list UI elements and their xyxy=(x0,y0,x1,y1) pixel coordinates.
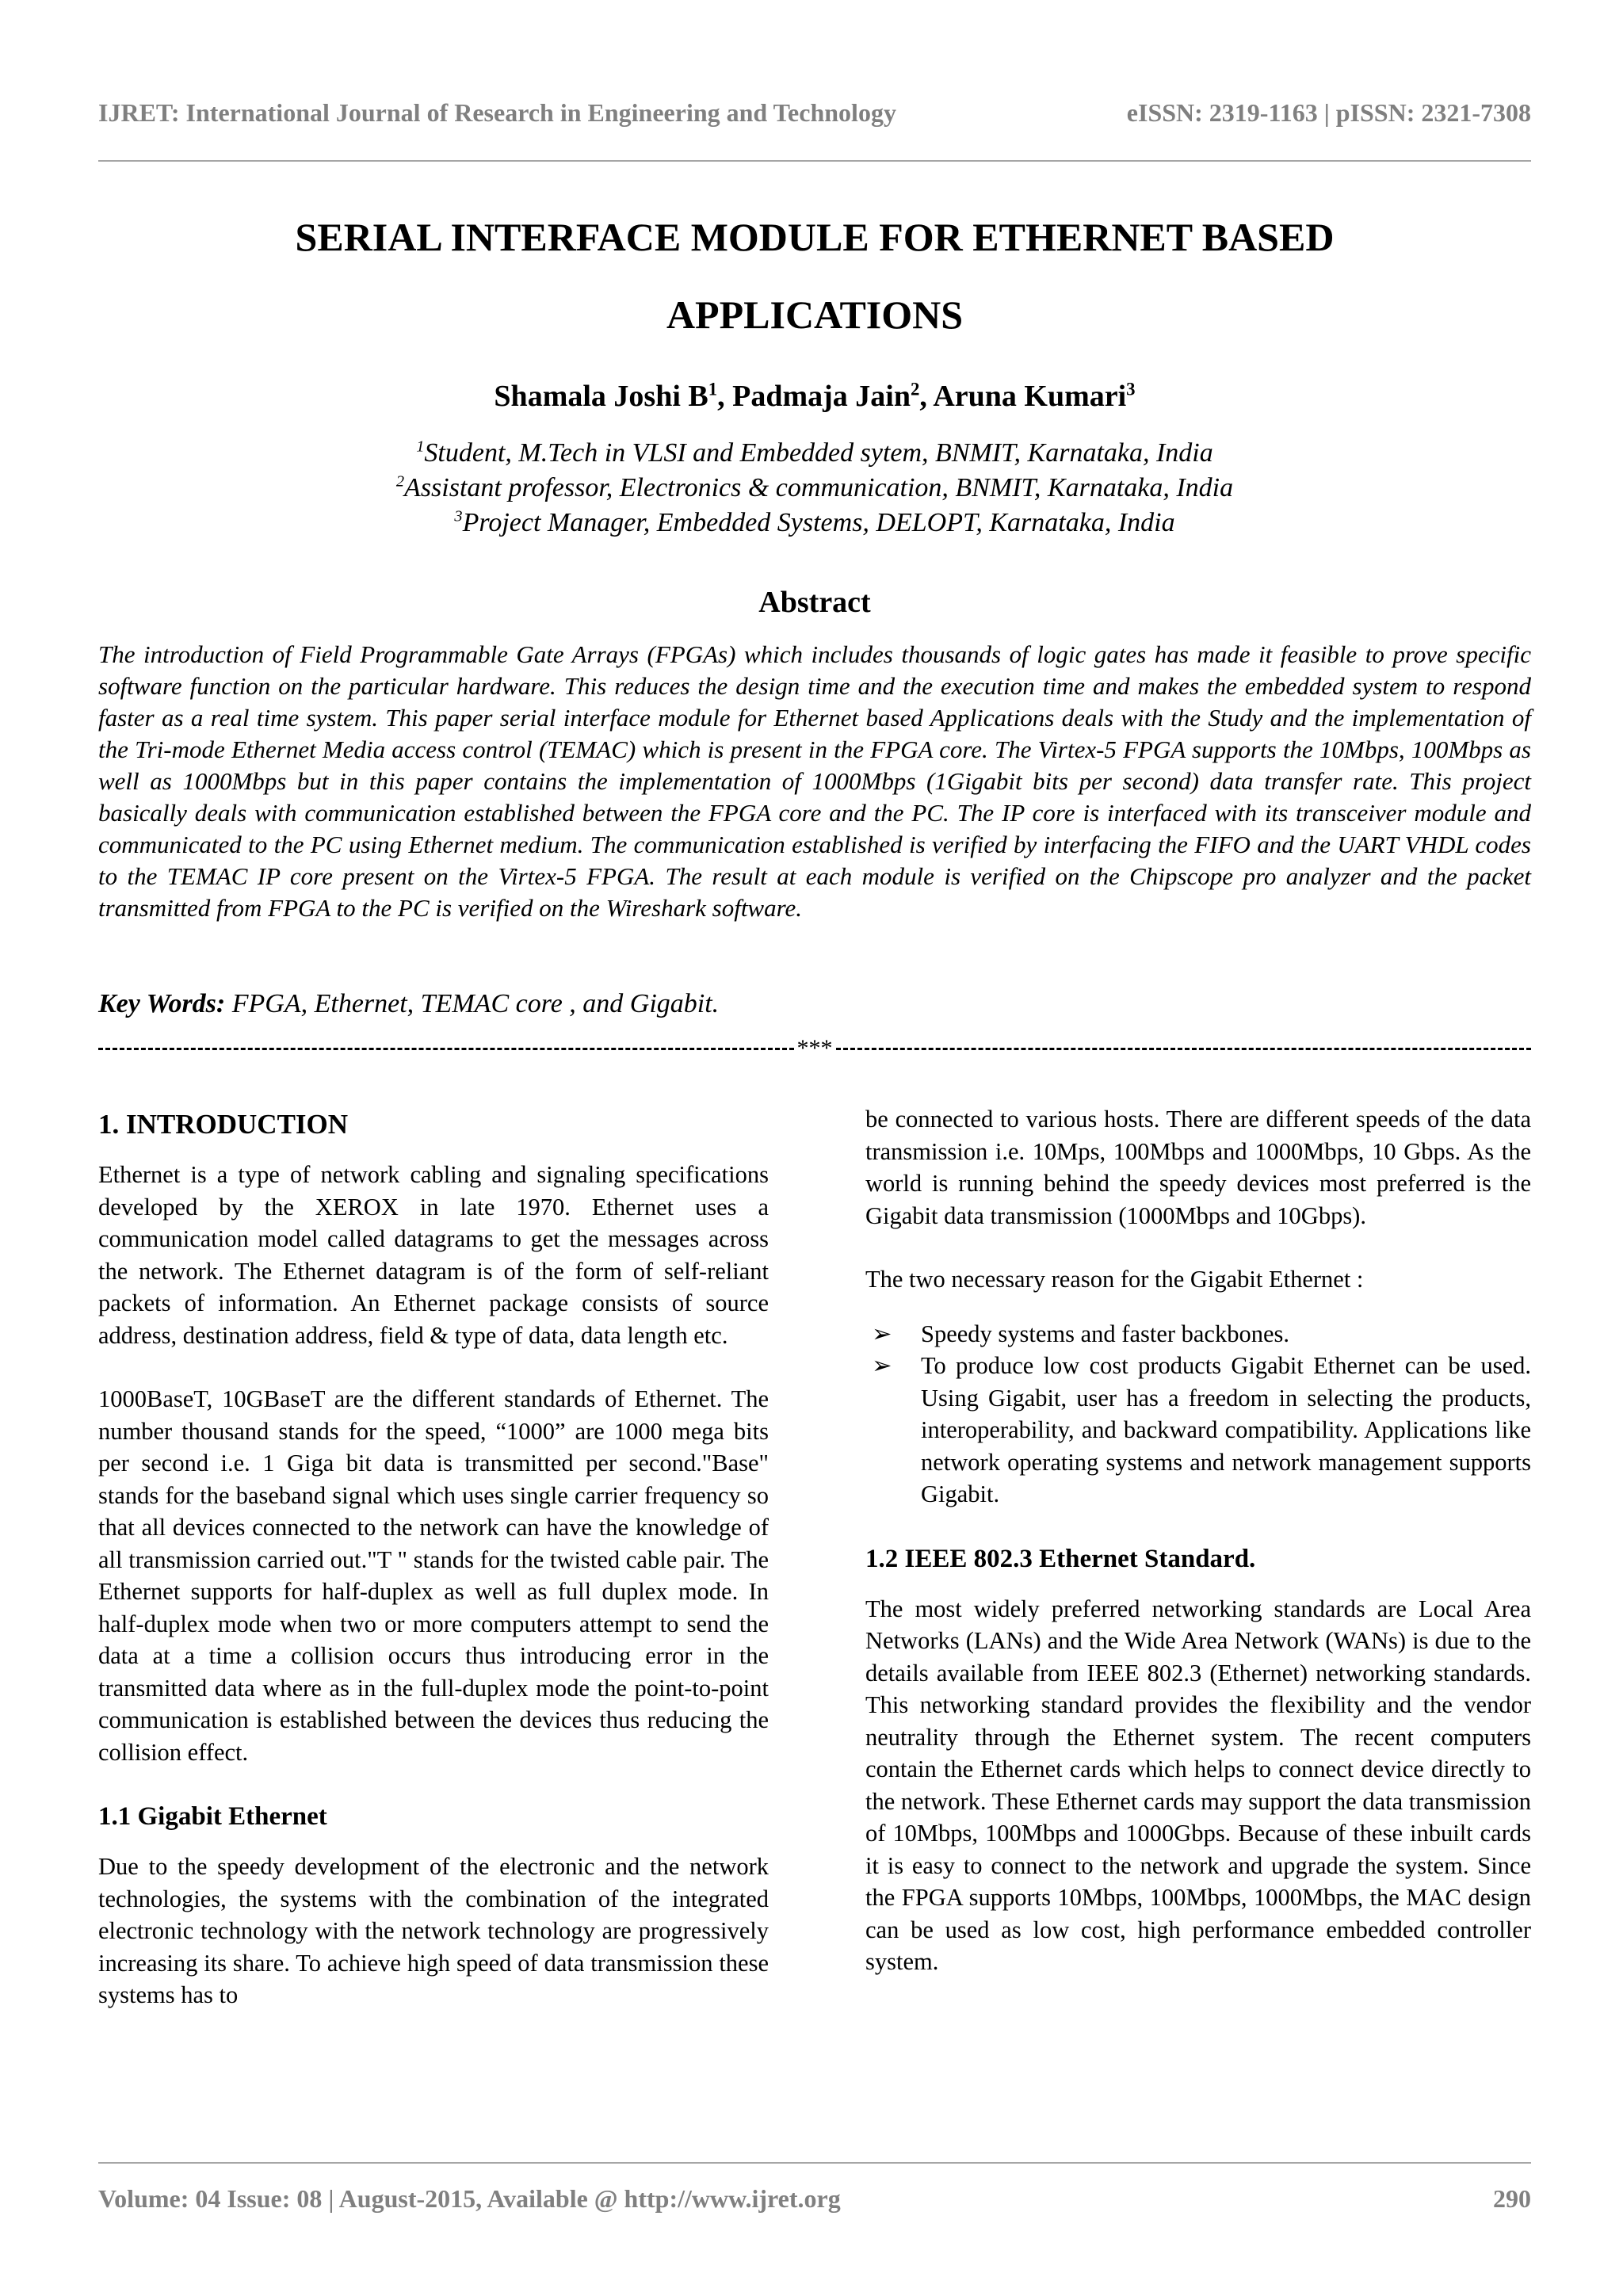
introduction-heading: 1. INTRODUCTION xyxy=(98,1109,349,1140)
separator-dash-right xyxy=(836,1048,1532,1050)
affiliation-sup: 2 xyxy=(395,472,405,491)
author-sup: 3 xyxy=(1126,379,1136,399)
section-separator xyxy=(98,1037,1531,1060)
left-column xyxy=(98,1108,769,2043)
ieee-heading: 1.2 IEEE 802.3 Ethernet Standard. xyxy=(865,1544,1256,1573)
reasons-intro: The two necessary reason for the Gigabit Ethernet : xyxy=(865,1266,1364,1293)
author-name: Padmaja Jain xyxy=(732,380,911,413)
affiliation-sup: 3 xyxy=(454,507,463,525)
separator-stars: *** xyxy=(796,1035,833,1061)
ieee-paragraph: The most widely preferred networking standards are Local Area Networks (LANs) and the Wide Area Network (WANs) is due to the details available from IEEE 802.3 (Ethernet) networking standards. This networking standard provides the flexibility and the vendor neutrality through the Ethernet system. The recent computers contain the Ethernet cards which helps to connect device directly to the network. These Ethernet cards may support the data transmission of 10Mbps, 100Mbps and 1000Gbps. Because of these inbuilt cards it is easy to connect to the network and upgrade the system. Since the FPGA supports 10Mbps, 100Mbps, 1000Mbps, the MAC design can be used as low cost, high performance embedded controller system. xyxy=(865,1595,1531,1975)
author-name: Shamala Joshi B xyxy=(494,380,708,413)
affiliation xyxy=(98,436,1531,471)
arrow-bullet-icon: ➢ xyxy=(872,1352,892,1379)
affiliation-sup: 1 xyxy=(416,437,425,456)
title-line-2: APPLICATIONS xyxy=(666,292,964,337)
page-number: 290 xyxy=(1493,2184,1531,2213)
gigabit-heading: 1.1 Gigabit Ethernet xyxy=(98,1802,327,1831)
author-list xyxy=(98,379,1531,414)
right-column xyxy=(865,1103,1531,2010)
footer-rule xyxy=(98,2162,1531,2164)
gigabit-paragraph: Due to the speedy development of the electronic and the network technologies, the systems with the combination of the integrated electronic technology with the network technology are progressively increasing its share. To achieve high speed of data transmission these systems has to xyxy=(98,1853,769,2008)
author-sup: 1 xyxy=(708,379,718,399)
author-sep: , xyxy=(717,380,733,413)
running-footer xyxy=(98,2184,1531,2214)
list-item xyxy=(865,1350,1531,1511)
abstract-heading: Abstract xyxy=(758,586,871,619)
author-name: Aruna Kumari xyxy=(933,380,1127,413)
arrow-bullet-icon: ➢ xyxy=(872,1320,892,1347)
list-item-text: To produce low cost products Gigabit Ethernet can be used. Using Gigabit, user has a freedom in selecting the products, interoperability, and backward compatibility. Applications like network operating systems and network management supports Gigabit. xyxy=(921,1352,1531,1507)
keywords xyxy=(98,989,1531,1019)
separator-dash-left xyxy=(98,1048,794,1050)
affiliation-text: Student, M.Tech in VLSI and Embedded sytem, BNMIT, Karnataka, India xyxy=(424,438,1213,468)
affiliation xyxy=(98,506,1531,541)
keywords-label: Key Words: xyxy=(98,989,226,1018)
abstract-text: The introduction of Field Programmable Gate Arrays (FPGAs) which includes thousands of logic gates has made it feasible to prove specific software function on the particular hardware. This reduces the design time and the execution time and makes the embedded system to respond faster as a real time system. This paper serial interface module for Ethernet based Applications deals with the Study and the implementation of the Tri-mode Ethernet Media access control (TEMAC) which is present in the FPGA core. The Virtex-5 FPGA supports the 10Mbps, 100Mbps as well as 1000Mbps but in this paper contains the implementation of 1000Mbps (1Gigabit bits per second) data transfer rate. This project basically deals with communication established between the FPGA core and the PC. The IP core is interfaced with its transceiver module and communicated to the PC using Ethernet medium. The communication established is verified by interfacing the FIFO and the UART VHDL codes to the TEMAC IP core present on the Virtex-5 FPGA. The result at each module is verified on the Chipscope pro analyzer and the packet transmitted from FPGA to the PC is verified on the Wireshark software. xyxy=(98,640,1531,922)
author-sup: 2 xyxy=(911,379,920,399)
intro-paragraph-1: Ethernet is a type of network cabling and signaling specifications developed by the XEROX in late 1970. Ethernet uses a communication model called datagrams to get the messages across the network. The Ethernet datagram is of the form of self-reliant packets of information. An Ethernet package consists of source address, destination address, field & type of data, data length etc. xyxy=(98,1161,769,1349)
affiliation-list xyxy=(98,436,1531,541)
affiliation-text: Project Manager, Embedded Systems, DELOPT, Karnataka, India xyxy=(462,508,1175,537)
volume-info: Volume: 04 Issue: 08 | August-2015, Available @ http://www.ijret.org xyxy=(98,2184,841,2213)
header-rule xyxy=(98,160,1531,162)
journal-name: IJRET: International Journal of Research in Engineering and Technology xyxy=(98,98,896,127)
issn-info: eISSN: 2319-1163 | pISSN: 2321-7308 xyxy=(1126,98,1531,127)
affiliation xyxy=(98,471,1531,506)
paper-title xyxy=(98,198,1531,353)
title-line-1: SERIAL INTERFACE MODULE FOR ETHERNET BASED xyxy=(295,215,1335,259)
reasons-list xyxy=(865,1318,1531,1511)
affiliation-text: Assistant professor, Electronics & communication, BNMIT, Karnataka, India xyxy=(404,473,1234,502)
list-item-text: Speedy systems and faster backbones. xyxy=(921,1320,1290,1347)
continued-paragraph: be connected to various hosts. There are different speeds of the data transmission i.e. 10Mps, 100Mbps and 1000Mbps, 10 Gbps. As the world is running behind the speedy devices most preferred is the Gigabit data transmission (1000Mbps and 10Gbps). xyxy=(865,1106,1531,1229)
author-sep: , xyxy=(919,380,934,413)
keywords-text: FPGA, Ethernet, TEMAC core , and Gigabit. xyxy=(231,989,720,1018)
running-header xyxy=(98,98,1531,128)
intro-paragraph-2: 1000BaseT, 10GBaseT are the different standards of Ethernet. The number thousand stands for the speed, “1000” are 1000 mega bits per second i.e. 1 Giga bit data is transmitted per second."Base" stands for the baseband signal which uses single carrier frequency so that all devices connected to the network can have the knowledge of all transmission carried out."T " stands for the twisted cable pair. The Ethernet supports for half-duplex as well as full duplex mode. In half-duplex mode when two or more computers attempt to send the data at a time a collision occurs thus introducing error in the transmitted data where as in the full-duplex mode the point-to-point communication is established between the devices thus reducing the collision effect. xyxy=(98,1385,769,1766)
list-item xyxy=(865,1318,1531,1350)
